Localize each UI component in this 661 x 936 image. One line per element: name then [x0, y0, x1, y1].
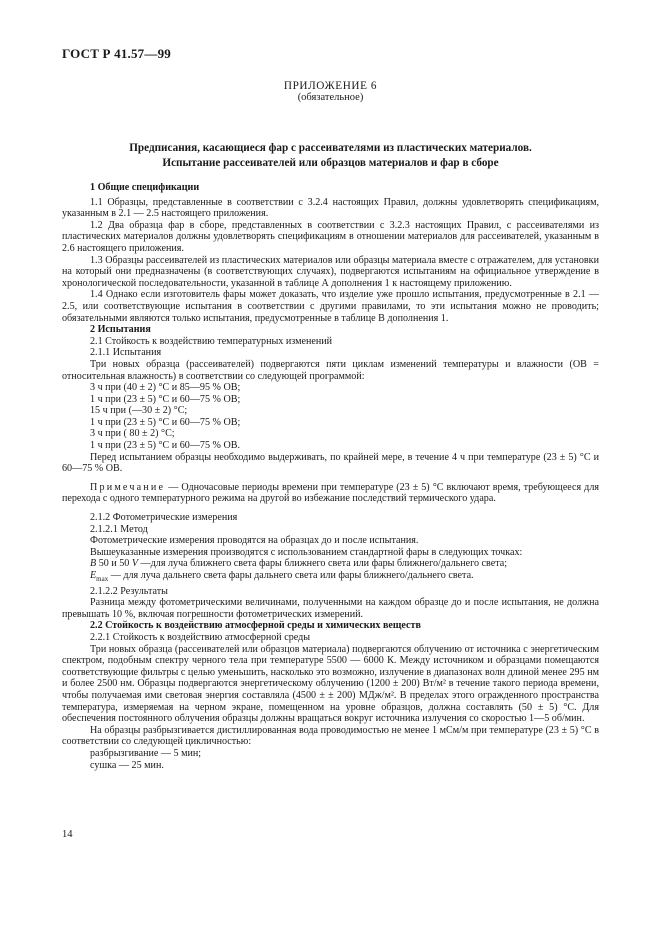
results-paragraph: Разница между фотометрическими величинами, полученными на каждом образце до и после испытания, не должна превышать 10 %, включая погрешности фотометрических измерений.	[62, 597, 599, 620]
paragraph-2-2-1-spray: На образцы разбрызгивается дистиллированная вода проводимостью не менее 1 мСм/м при температуре (23 ± 5) °C в соответствии со следующей цикличностью:	[62, 724, 599, 748]
method-point-b50v: B 50 и 50 V —для луча ближнего света фары ближнего света или фары ближнего/дальнего света;	[90, 558, 508, 570]
program-item: 1 ч при (23 ± 5) °C и 60—75 % ОВ.	[90, 440, 241, 452]
document-title	[60, 141, 601, 170]
program-item: 3 ч при ( 80 ± 2) °C;	[90, 428, 175, 440]
appendix-title: ПРИЛОЖЕНИЕ 6	[283, 80, 378, 92]
program-item: 1 ч при (23 ± 5) °C и 60—75 % ОВ;	[90, 416, 241, 428]
heading-2-1-2-1: 2.1.2.1 Метод	[90, 523, 148, 535]
section-2-heading: 2 Испытания	[90, 324, 151, 336]
cycle-spray: разбрызгивание — 5 мин;	[90, 747, 202, 759]
program-item: 1 ч при (23 ± 5) °C и 60—75 % ОВ;	[90, 393, 241, 405]
heading-2-2-1: 2.2.1 Стойкость к воздействию атмосферной среды	[90, 631, 311, 643]
paragraph-1-4: 1.4 Однако если изготовитель фары может доказать, что изделие уже прошло испытания, предусмотренные в 2.1 — 2.5, или соответствующие испытания в соответствии с другими правилами, то эти испытания можно не проводить; обязательными являются только испытания, предусмотренные в таблице В дополнения 1.	[62, 289, 599, 324]
note-text: — Одночасовые периоды времени при температуре (23 ± 5) °C включают время, требующееся для перехода с одного температурного режима на другой во избежание последствий термического удара.	[62, 481, 599, 505]
paragraph-1-2: 1.2 Два образца фар в сборе, представленных в соответствии с 3.2.3 настоящих Правил, с рассеивателями из пластических материалов должны удовлетворять спецификациям в отношении материалов для рассеивателей, указанным в 2.6 настоящего приложения.	[62, 219, 599, 254]
program-item: 15 ч при (—30 ± 2) °C;	[90, 405, 188, 417]
method-line-2: Вышеуказанные измерения производятся с использованием стандартной фары в следующих точках:	[90, 546, 523, 558]
method-point-emax: $E_{max}$ — для луча дальнего света фары дальнего света или фары ближнего/дальнего света.	[90, 570, 474, 584]
heading-2-1-1: 2.1.1 Испытания	[90, 347, 162, 359]
note-label: Примечание	[90, 481, 166, 493]
cycle-dry: сушка — 25 мин.	[90, 759, 164, 771]
paragraph-1-1: 1.1 Образцы, представленные в соответствии с 3.2.4 настоящих Правил, должны удовлетворять спецификациям, указанным в 2.1 — 2.5 настоящего приложения.	[62, 196, 599, 220]
heading-2-2: 2.2 Стойкость к воздействию атмосферной среды и химических веществ	[90, 620, 421, 632]
section-1-heading: 1 Общие спецификации	[90, 182, 200, 193]
paragraph-2-2-1: Три новых образца (рассеивателей или образцов материала) подвергаются облучению от источника с энергетическим спектром, подобным спектру черного тела при температуре 5500 — 6000 К. Между источником и образцами помещаются соответствующие фильтры с целью уменьшить, насколько это возможно, излучение в диапазонах волн длиной менее 295 нм и более 2500 нм. Образцы подвергаются энергетическому облучению (1200 ± 200) Вт/м² в течение такого периода времени, чтобы получаемая ими световая энергия составляла (4500 ± ± 200) МДж/м². В пределах этого огражденного пространства температура, измеряемая на черном экране, помещенном на уровне образцов, должна составлять (50 ± 5) °C. Для обеспечения постоянного облучения образцы должны вращаться вокруг источника излучения со скоростью 1—5 об/мин.	[62, 643, 599, 725]
paragraph-preconditioning: Перед испытанием образцы необходимо выдерживать, по крайней мере, в течение 4 ч при температуре (23 ± 5) °C и 60—75 % ОВ.	[62, 451, 599, 475]
method-line-1: Фотометрические измерения проводятся на образцах до и после испытания.	[90, 535, 419, 547]
heading-2-1-2: 2.1.2 Фотометрические измерения	[90, 512, 238, 524]
heading-2-1-2-2: 2.1.2.2 Результаты	[90, 585, 168, 597]
note	[62, 482, 599, 505]
paragraph-1-3: 1.3 Образцы рассеивателей из пластических материалов или образцы материала вместе с отражателем, для установки на который они предназначены (в соответствующих случаях), подвергаются испытаниям на официальное утверждение в хронологической последовательности, указанной в таблице А дополнения 1 к настоящему приложению.	[62, 254, 599, 289]
heading-2-1: 2.1 Стойкость к воздействию температурных изменений	[90, 335, 333, 347]
paragraph-2-1-1: Три новых образца (рассеивателей) подвергаются пяти циклам изменений температуры и влажности (ОВ = относительная влажность) в соответствии со следующей программой:	[62, 358, 599, 382]
title-line-2: Испытание рассеивателей или образцов материалов и фар в сборе	[162, 156, 499, 169]
document-body	[62, 182, 599, 771]
page-number: 14	[62, 829, 73, 840]
title-line-1: Предписания, касающиеся фар с рассеивателями из пластических материалов.	[129, 142, 532, 154]
program-item: 3 ч при (40 ± 2) °C и 85—95 % ОВ;	[90, 382, 241, 394]
standard-header: ГОСТ Р 41.57—99	[62, 46, 171, 61]
appendix-subtitle: (обязательное)	[297, 92, 364, 103]
